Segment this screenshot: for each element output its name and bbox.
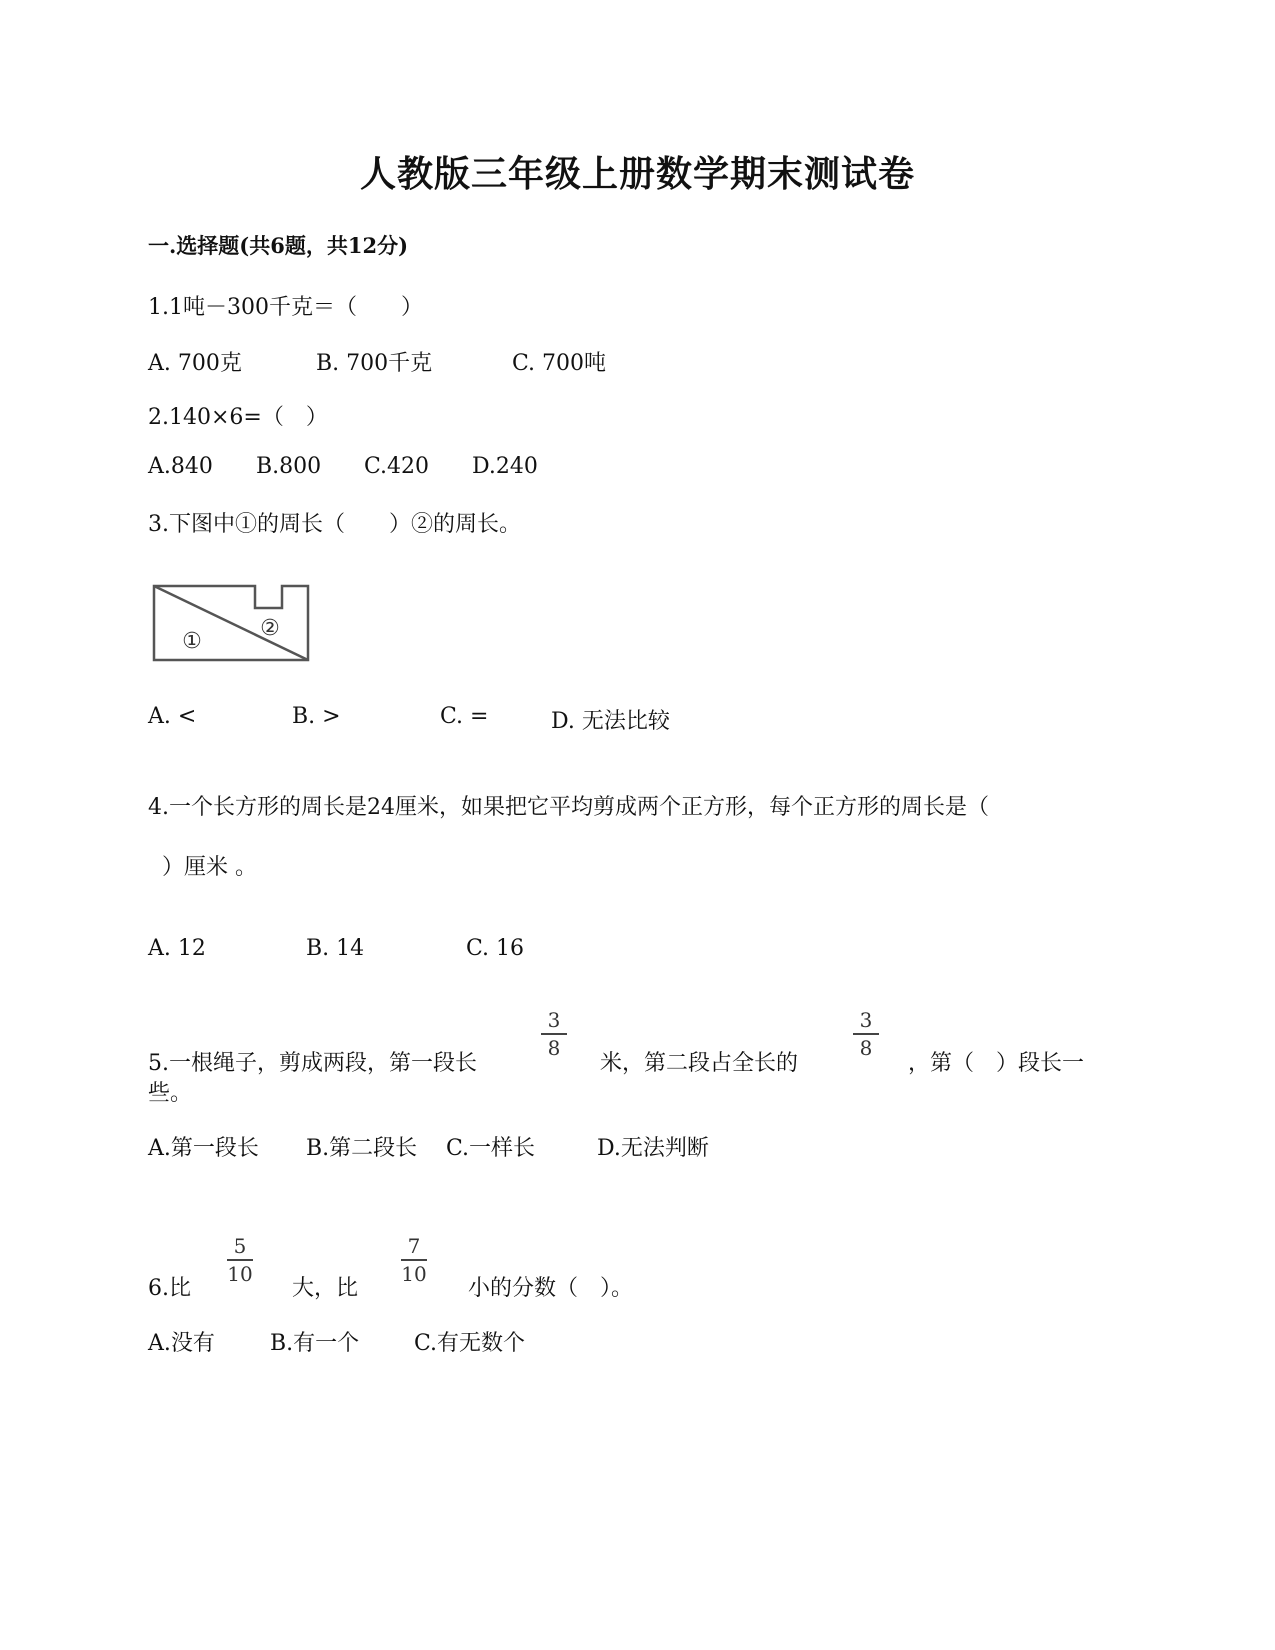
question-5-option-b: B.第二段长 (306, 1136, 418, 1161)
question-1-option-c: C. 700吨 (512, 351, 607, 376)
question-6-option-c: C.有无数个 (414, 1331, 526, 1356)
fraction-numerator: 3 (859, 1008, 873, 1032)
question-6-option-a: A.没有 (148, 1331, 215, 1356)
question-3-option-d: D. 无法比较 (551, 709, 670, 734)
section-heading: 一.选择题(共6题，共12分) (148, 233, 409, 258)
question-6-option-b: B.有一个 (270, 1331, 360, 1356)
question-1-option-a: A. 700克 (148, 351, 242, 376)
question-5-option-a: A.第一段长 (148, 1136, 259, 1161)
question-4-stem-line-1: 4.一个长方形的周长是24厘米，如果把它平均剪成两个正方形，每个正方形的周长是（ (148, 795, 989, 820)
question-5-stem-part-3: ，第（ ）段长一 (908, 1051, 1085, 1076)
question-2-option-a: A.840 (148, 454, 213, 479)
fraction-denominator: 10 (227, 1261, 253, 1286)
question-6-fraction-2 (394, 1236, 434, 1284)
perimeter-figure (150, 582, 314, 664)
figure-label-region-2: ② (260, 616, 280, 641)
question-5-stem-part-4: 些。 (148, 1081, 193, 1106)
question-3-option-c: C. = (440, 704, 489, 729)
question-4-option-b: B. 14 (306, 936, 365, 961)
fraction-denominator: 8 (859, 1035, 873, 1060)
question-2-option-c: C.420 (364, 454, 430, 479)
question-5-stem-part-1: 5.一根绳子，剪成两段，第一段长 (148, 1051, 477, 1076)
question-6-stem-part-2: 大，比 (292, 1276, 359, 1301)
question-4-option-a: A. 12 (148, 936, 206, 961)
fraction-bar (541, 1033, 567, 1035)
fraction-denominator: 8 (547, 1035, 561, 1060)
question-2-option-b: B.800 (256, 454, 322, 479)
question-3-option-a: A. < (148, 704, 197, 729)
question-2-stem: 2.140×6=（ ） (148, 405, 328, 430)
question-4-option-c: C. 16 (466, 936, 525, 961)
question-3-stem: 3.下图中①的周长（ ）②的周长。 (148, 512, 521, 537)
question-6-stem-part-1: 6.比 (148, 1276, 191, 1301)
question-5-fraction-2 (846, 1010, 886, 1058)
question-2-option-d: D.240 (472, 454, 538, 479)
question-6-stem-part-3: 小的分数（ ）。 (468, 1276, 634, 1301)
question-5-stem-part-2: 米，第二段占全长的 (600, 1051, 799, 1076)
fraction-denominator: 10 (401, 1261, 427, 1286)
question-5-option-d: D.无法判断 (597, 1136, 709, 1161)
question-3-option-b: B. > (292, 704, 341, 729)
question-1-stem: 1.1吨－300千克＝（ ） (148, 295, 423, 320)
question-1-option-b: B. 700千克 (316, 351, 433, 376)
page-title: 人教版三年级上册数学期末测试卷 (359, 153, 915, 195)
question-6-fraction-1 (220, 1236, 260, 1284)
fraction-bar (401, 1259, 427, 1261)
fraction-numerator: 3 (547, 1008, 561, 1032)
fraction-bar (853, 1033, 879, 1035)
figure-diagonal (154, 586, 308, 660)
question-4-stem-line-2: ）厘米 。 (162, 855, 257, 880)
question-5-option-c: C.一样长 (446, 1136, 536, 1161)
fraction-bar (227, 1259, 253, 1261)
figure-label-region-1: ① (182, 629, 202, 654)
question-5-fraction-1 (534, 1010, 574, 1058)
fraction-numerator: 7 (407, 1234, 421, 1258)
fraction-numerator: 5 (233, 1234, 247, 1258)
